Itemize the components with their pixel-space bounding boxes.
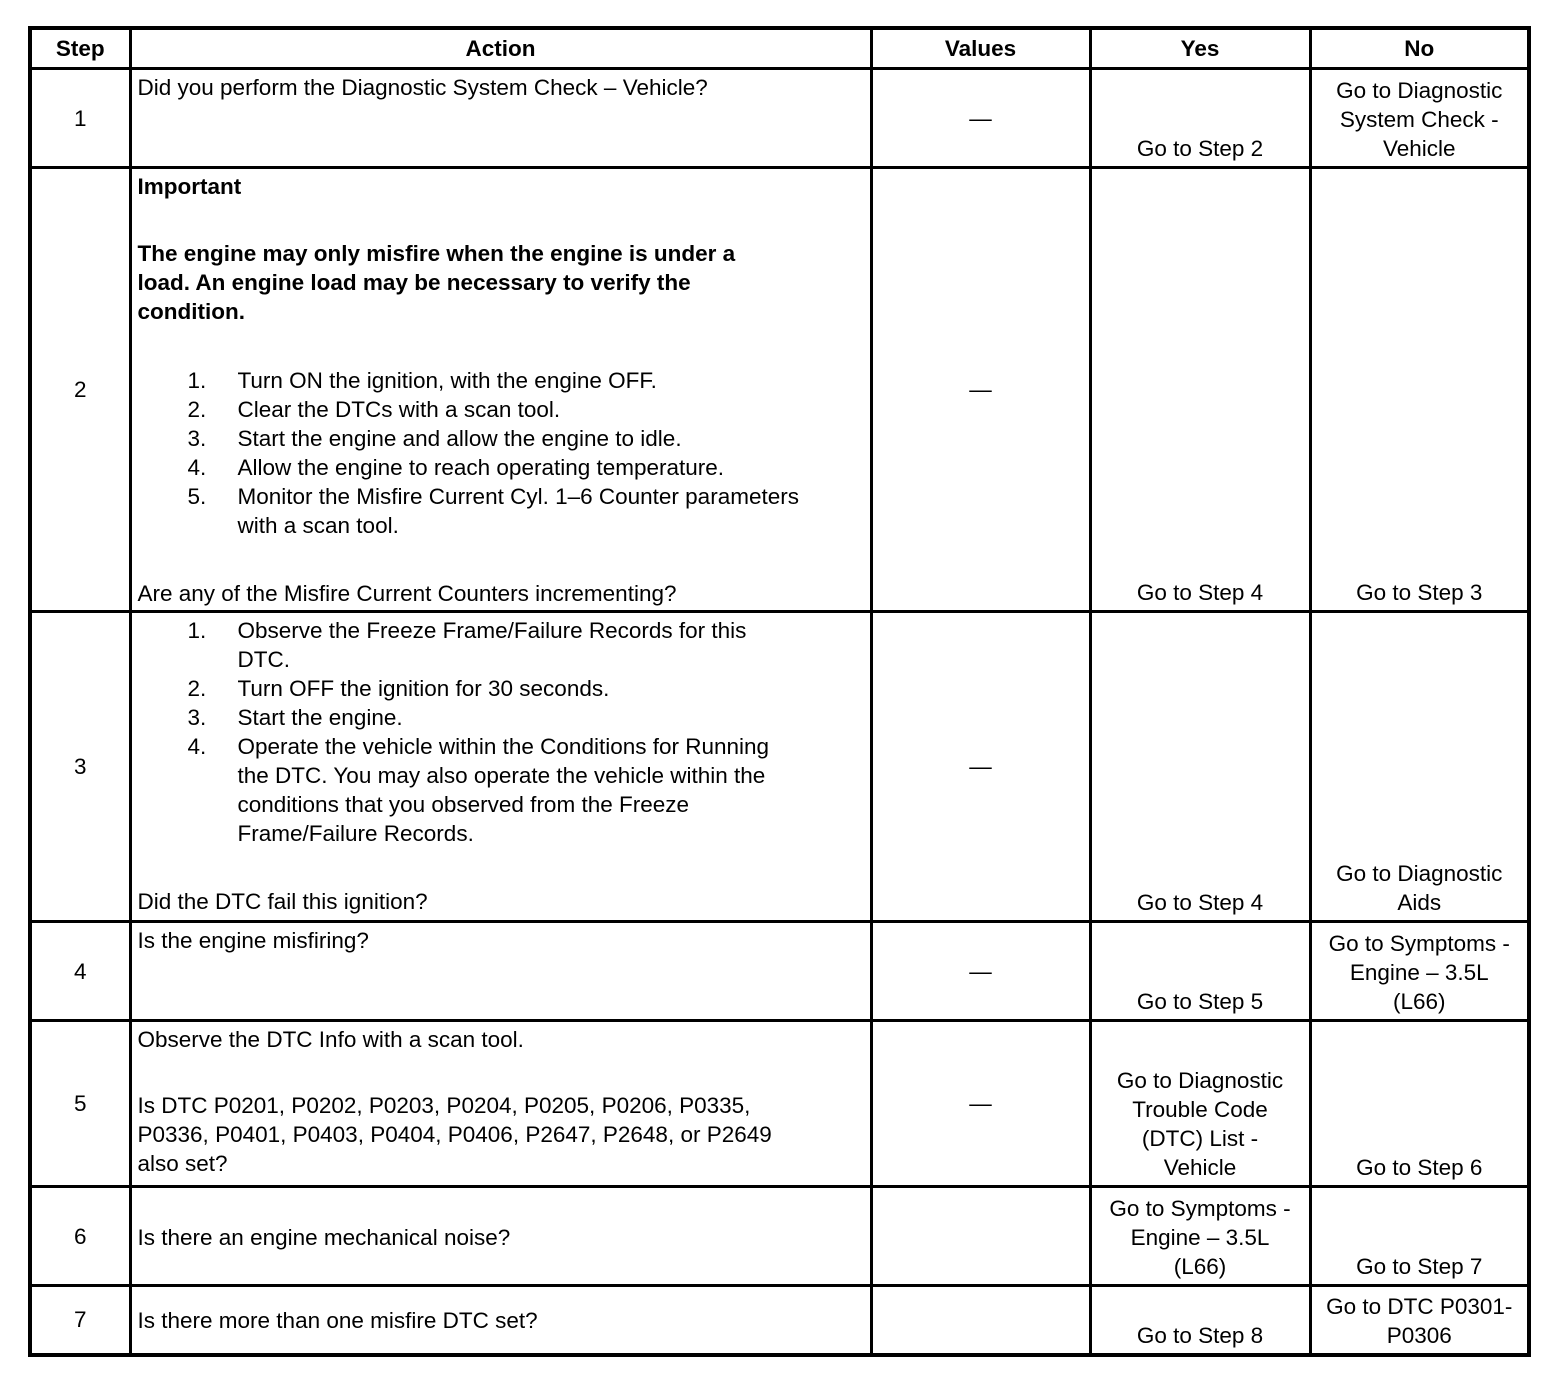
- action-cell: [130, 168, 871, 612]
- yes-cell: Go to Step 5: [1090, 922, 1310, 1021]
- values-cell: —: [871, 69, 1090, 168]
- diagnostic-table: [28, 26, 1531, 1357]
- action-cell: [130, 1021, 871, 1187]
- list-item: 2. Turn OFF the ignition for 30 seconds.: [187, 676, 610, 701]
- list-item: 5. Monitor the Misfire Current Cyl. 1–6 Counter parameters with a scan tool.: [187, 484, 799, 538]
- action-text: Observe the DTC Info with a scan tool.: [137, 1027, 524, 1052]
- action-cell: [130, 922, 871, 1021]
- list-item: 4. Operate the vehicle within the Conditions for Running the DTC. You may also operate the vehicle within the conditions that you observed from the Freeze Frame/Failure Records.: [187, 734, 770, 846]
- action-cell: [130, 612, 871, 922]
- step-number: 6: [30, 1187, 130, 1286]
- no-cell: Go to Step 7: [1310, 1187, 1529, 1286]
- header-values: Values: [871, 28, 1090, 69]
- procedure-list: [138, 616, 864, 848]
- table-row: [30, 1286, 1529, 1355]
- list-item: 4. Allow the engine to reach operating temperature.: [187, 455, 725, 480]
- action-cell: [130, 1286, 871, 1355]
- procedure-list: [138, 366, 864, 540]
- table-row: [30, 69, 1529, 168]
- values-cell: [871, 1286, 1090, 1355]
- values-cell: [871, 1187, 1090, 1286]
- action-text: Is there an engine mechanical noise?: [137, 1224, 511, 1250]
- values-cell: —: [871, 922, 1090, 1021]
- question-text: Did the DTC fail this ignition?: [137, 889, 428, 914]
- header-step: Step: [30, 28, 130, 69]
- step-number: 2: [30, 168, 130, 612]
- action-cell: [130, 1187, 871, 1286]
- action-text: Did you perform the Diagnostic System Check – Vehicle?: [137, 75, 708, 100]
- no-cell: Go to DTC P0301- P0306: [1310, 1286, 1529, 1355]
- no-cell: Go to Step 3: [1310, 168, 1529, 612]
- table-row: [30, 1021, 1529, 1187]
- values-cell: —: [871, 1021, 1090, 1187]
- yes-cell: Go to Symptoms - Engine – 3.5L (L66): [1090, 1187, 1310, 1286]
- step-number: 1: [30, 69, 130, 168]
- table-row: [30, 612, 1529, 922]
- no-cell: Go to Symptoms - Engine – 3.5L (L66): [1310, 922, 1529, 1021]
- no-cell: Go to Diagnostic System Check - Vehicle: [1310, 69, 1529, 168]
- list-item: 3. Start the engine.: [187, 705, 403, 730]
- yes-cell: Go to Step 2: [1090, 69, 1310, 168]
- step-number: 3: [30, 612, 130, 922]
- header-no: No: [1310, 28, 1529, 69]
- table-row: [30, 1187, 1529, 1286]
- values-cell: —: [871, 612, 1090, 922]
- step-number: 4: [30, 922, 130, 1021]
- step-number: 5: [30, 1021, 130, 1187]
- list-item: 2. Clear the DTCs with a scan tool.: [187, 397, 561, 422]
- list-item: 1. Turn ON the ignition, with the engine OFF.: [187, 368, 657, 393]
- header-yes: Yes: [1090, 28, 1310, 69]
- action-text: Is there more than one misfire DTC set?: [137, 1308, 538, 1334]
- table-row: [30, 168, 1529, 612]
- no-cell: Go to Step 6: [1310, 1021, 1529, 1187]
- yes-cell: Go to Step 4: [1090, 612, 1310, 922]
- important-label: Important: [137, 174, 242, 199]
- no-cell: Go to Diagnostic Aids: [1310, 612, 1529, 922]
- header-action: Action: [130, 28, 871, 69]
- important-text: The engine may only misfire when the engine is under a load. An engine load may be necessary to verify the condition.: [137, 241, 736, 324]
- question-text: Is DTC P0201, P0202, P0203, P0204, P0205, P0206, P0335, P0336, P0401, P0403, P0404, P0406, P2647, P2648, or P2649 also set?: [137, 1093, 772, 1176]
- question-text: Are any of the Misfire Current Counters incrementing?: [137, 581, 677, 606]
- list-item: 1. Observe the Freeze Frame/Failure Records for this DTC.: [187, 618, 747, 672]
- action-text: Is the engine misfiring?: [137, 928, 369, 953]
- table-row: [30, 922, 1529, 1021]
- yes-cell: Go to Step 8: [1090, 1286, 1310, 1355]
- step-number: 7: [30, 1286, 130, 1355]
- values-cell: —: [871, 168, 1090, 612]
- header-row: [30, 28, 1529, 69]
- yes-cell: Go to Diagnostic Trouble Code (DTC) List - Vehicle: [1090, 1021, 1310, 1187]
- list-item: 3. Start the engine and allow the engine to idle.: [187, 426, 682, 451]
- yes-cell: Go to Step 4: [1090, 168, 1310, 612]
- action-cell: [130, 69, 871, 168]
